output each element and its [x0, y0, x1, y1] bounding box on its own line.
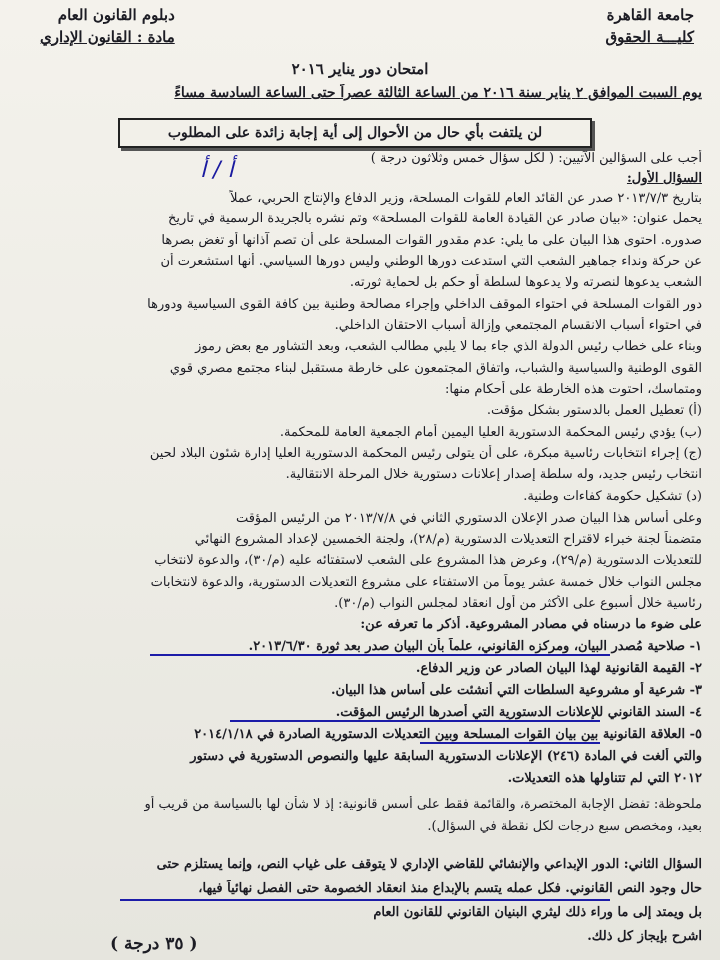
- q1-prompt: على ضوء ما درسناه في مصادر المشروعية. أذكر ما تعرفه عن:: [360, 617, 702, 632]
- q1-line: الشعب يدعوها لنصرته ولا يدعوها لسلطة أو حكم بل لحماية ثورته.: [349, 275, 702, 290]
- q2-line: بل ويمتد إلى ما وراء ذلك ليثري البنيان القانوني للقانون العام: [373, 905, 702, 920]
- q1-point: ٢- القيمة القانونية لهذا البيان الصادر عن وزير الدفاع.: [415, 661, 702, 676]
- exam-time: يوم السبت الموافق ٢ يناير سنة ٢٠١٦ من الساعة الثالثة عصراً حتى الساعة السادسة مساءً: [174, 85, 702, 101]
- q1-point: ٢٠١٢ التي لم تتناولها هذه التعديلات.: [507, 771, 702, 786]
- q1-line: مجلس النواب خلال خمسة عشر يوماً من الاستفتاء على مشروع التعديلات الدستورية، والدعوة لانتخابات: [150, 575, 702, 590]
- warning-box: لن يلتفت بأي حال من الأحوال إلى أية إجابة زائدة على المطلوب: [118, 118, 592, 148]
- university-name: جامعة القاهرة: [606, 6, 694, 24]
- q1-line: في احتواء أسباب الانقسام المجتمعي وإزالة أسباب الاحتقان الداخلي.: [334, 318, 702, 333]
- q1-line: رئاسية خلال أسبوع على الأكثر من أول انعقاد لمجلس النواب (م/٣٠).: [334, 596, 702, 611]
- q1-line: ومتماسك، احتوت هذه الخارطة على أحكام منها:: [445, 382, 702, 397]
- q1-item: (أ) تعطيل العمل بالدستور بشكل مؤقت.: [486, 403, 702, 418]
- pen-underline: [120, 899, 610, 901]
- q1-line: يحمل عنوان: «بيان صادر عن القيادة العامة للقوات المسلحة» وتم نشره بالجريدة الرسمية في تاريخ: [167, 211, 702, 226]
- pen-underline: [150, 654, 610, 656]
- exam-title: امتحان دور يناير ٢٠١٦: [291, 60, 429, 78]
- q1-item: انتخاب رئيس جديد، وله سلطة إصدار إعلانات دستورية خلال المرحلة الانتقالية.: [285, 467, 702, 482]
- q1-point: ٥- العلاقة القانونية بين بيان القوات المسلحة وبين التعديلات الدستورية الصادرة في ٢٠١٤/١/١٨: [194, 727, 702, 742]
- q1-point: ١- صلاحية مُصدر البيان، ومركزه القانوني، علماً بأن البيان صدر بعد ثورة ٢٠١٣/٦/٣٠.: [248, 639, 702, 654]
- q1-item: (ج) إجراء انتخابات رئاسية مبكرة، على أن يتولى رئيس المحكمة الدستورية العليا إدارة شئون البلاد لحين: [149, 446, 702, 461]
- q2-points: ( ٣٥ درجة ): [110, 934, 198, 954]
- q1-point: والتي ألغت في المادة (٢٤٦) الإعلانات الدستورية السابقة عليها والنصوص الدستورية في دستور: [190, 749, 702, 764]
- q2-line: حال وجود النص القانوني. فكل عمله يتسم بالإبداع منذ انعقاد الخصومة حتى الفصل نهائياً فيها،: [198, 881, 702, 896]
- pen-underline: [420, 742, 600, 744]
- q1-heading: السؤال الأول:: [626, 171, 702, 186]
- diploma-name: دبلوم القانون العام: [57, 6, 175, 24]
- faculty-name: كليـــة الحقوق: [605, 28, 694, 46]
- q1-point: ٤- السند القانوني للإعلانات الدستورية التي أصدرها الرئيس المؤقت.: [335, 705, 702, 720]
- course-header: [40, 4, 175, 48]
- q1-line: وبناء على خطاب رئيس الدولة الذي جاء بما لا يلبي مطالب الشعب، وبعد التشاور مع بعض رموز: [195, 339, 702, 354]
- instructions: أجب على السؤالين الآتيين: ( لكل سؤال خمس وثلاثون درجة ): [370, 151, 702, 166]
- q1-line: القوى الوطنية والسياسية والشباب، واتفاق المجتمعون على خارطة مستقبل لبناء مجتمع مصري قوي: [169, 361, 702, 376]
- handwritten-mark: أ / أ: [200, 158, 234, 183]
- q1-line: دور القوات المسلحة في احتواء الموقف الداخلي وإجراء مصالحة وطنية بين كافة القوى السياسية ودورها: [147, 297, 702, 312]
- q1-line: صدوره. احتوى هذا البيان على ما يلي: عدم مقدور القوات المسلحة على أن تصم آذانها أو تغض بصرها: [161, 233, 702, 248]
- institution-header: [606, 4, 694, 48]
- q1-line: للتعديلات الدستورية (م/٢٩)، وعرض هذا المشروع على الشعب لاستفتائه عليه (م/٣٠)، والدعوة لانتخاب: [154, 553, 702, 568]
- q1-note: ملحوظة: تفضل الإجابة المختصرة، والقائمة فقط على أسس قانونية: إذ لا شأن لها بالسياسة من قريب أو: [144, 797, 702, 812]
- pen-underline: [230, 720, 600, 722]
- q2-line: اشرح بإيجاز كل ذلك.: [587, 929, 702, 944]
- q1-line: متضمناً لجنة خبراء لاقتراح التعديلات الدستورية (م/٢٨)، ولجنة الخمسين لإعداد المشروع النهائي: [194, 532, 702, 547]
- q1-line: وعلى أساس هذا البيان صدر الإعلان الدستوري الثاني في ٢٠١٣/٧/٨ من الرئيس المؤقت: [235, 511, 702, 526]
- q1-point: ٣- شرعية أو مشروعية السلطات التي أنشئت على أساس هذا البيان.: [330, 683, 702, 698]
- subject-name: مادة : القانون الإداري: [40, 28, 175, 46]
- q1-line: عن حركة ونداء جماهير الشعب التي استدعت دورها الوطني وليس دورها السياسي. أنها استشعرت أن: [160, 254, 702, 269]
- q1-line: بتاريخ ٢٠١٣/٧/٣ صدر عن القائد العام للقوات المسلحة، وزير الدفاع والإنتاج الحربي، عملاً: [230, 191, 702, 206]
- q1-item: (د) تشكيل حكومة كفاءات وطنية.: [523, 489, 702, 504]
- q1-note: بعيد، ومخصص سبع درجات لكل نقطة في السؤال).: [427, 819, 702, 834]
- q1-item: (ب) يؤدي رئيس المحكمة الدستورية العليا اليمين أمام الجمعية العامة للمحكمة.: [279, 425, 702, 440]
- q2-line: السؤال الثاني: الدور الإبداعي والإنشائي للقاضي الإداري لا يتوقف على غياب النص، وإنما يستلزم حتى: [156, 857, 702, 872]
